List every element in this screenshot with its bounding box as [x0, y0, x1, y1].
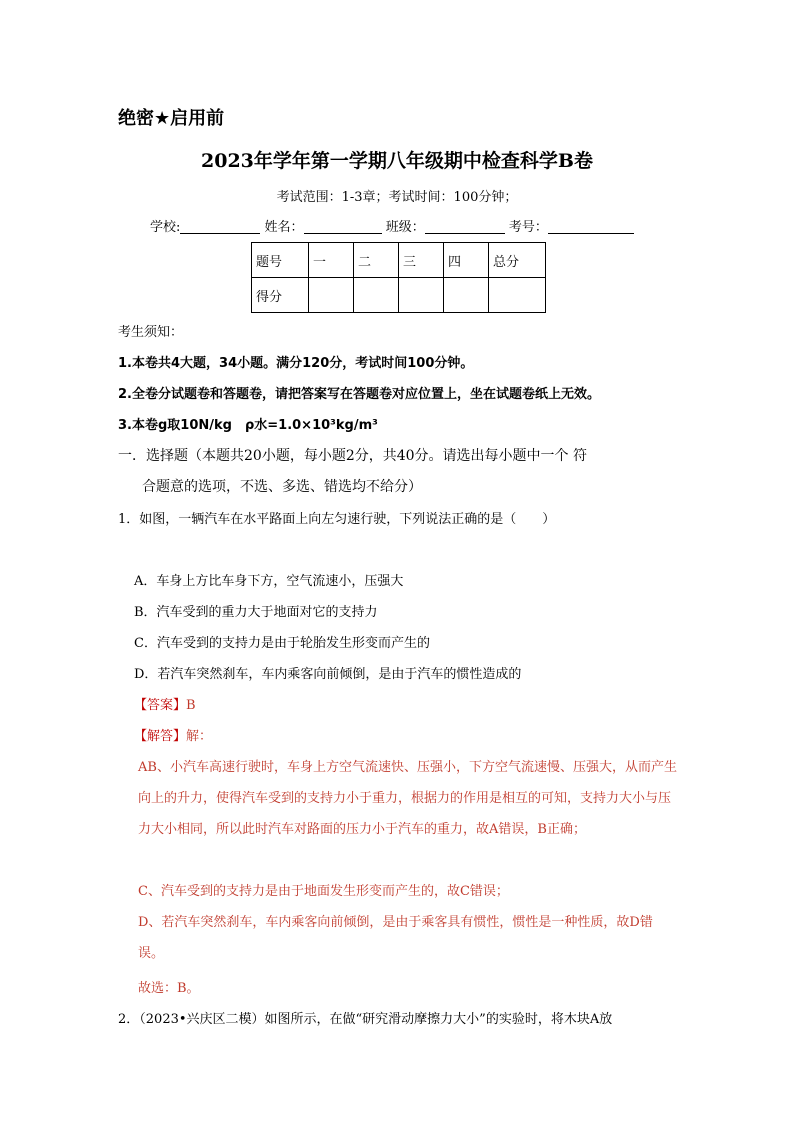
school-label: 学校: — [150, 220, 181, 235]
header-cell: 二 — [354, 243, 399, 278]
q2-stem: 2．（2023•兴庆区二模）如图所示，在做“研究滑动摩擦力大小”的实验时，将木块A放 — [118, 1012, 613, 1027]
class-label: 班级： — [385, 220, 425, 235]
score-cell — [489, 278, 546, 313]
score-cell — [309, 278, 354, 313]
q1-analysis-heading — [134, 725, 212, 744]
name-blank — [304, 219, 382, 234]
header-cell: 一 — [309, 243, 354, 278]
score-cell — [444, 278, 489, 313]
page-title: 2023年学年第一学期八年级期中检查科学B卷 — [201, 150, 593, 172]
notice-item-2: 2.全卷分试题卷和答题卷，请把答案写在答题卷对应位置上，坐在试题卷纸上无效。 — [118, 387, 600, 402]
student-info-row — [150, 216, 634, 235]
q1-answer — [134, 694, 196, 713]
answer-value: B — [186, 698, 196, 713]
q1-analysis-ab: AB、小汽车高速行驶时，车身上方空气流速快、压强小，下方空气流速慢、压强大，从而产生向上的升力，使得汽车受到的支持力小于重力，根据力的作用是相互的可知，支持力大小与压力大小相同，所以此时汽车对路面的压力小于汽车的重力，故A错误，B正确； — [138, 760, 677, 837]
q1-option-d: D．若汽车突然刹车，车内乘客向前倾倒，是由于汽车的惯性造成的 — [134, 667, 522, 682]
q1-analysis-c: C、汽车受到的支持力是由于地面发生形变而产生的，故C错误； — [138, 884, 509, 899]
analysis-tag: 【解答】 — [134, 729, 187, 744]
answer-tag: 【答案】 — [134, 698, 187, 713]
secret-label: 绝密★启用前 — [118, 108, 225, 129]
score-row-label: 得分 — [252, 278, 309, 313]
score-cell — [354, 278, 399, 313]
number-label: 考号： — [508, 220, 548, 235]
q1-option-a: A．车身上方比车身下方，空气流速小，压强大 — [134, 574, 404, 589]
q1-option-c: C．汽车受到的支持力是由于轮胎发生形变而产生的 — [134, 636, 430, 651]
notice-item-1: 1.本卷共4大题，34小题。满分120分，考试时间100分钟。 — [118, 356, 474, 371]
header-cell: 题号 — [252, 243, 309, 278]
q1-stem: 1．如图，一辆汽车在水平路面上向左匀速行驶，下列说法正确的是（ ） — [118, 512, 556, 527]
section1-heading: 一．选择题（本题共20小题，每小题2分，共40分。请选出每小题中一个 符 — [118, 448, 587, 464]
header-cell: 三 — [399, 243, 444, 278]
score-table-score-row — [252, 278, 546, 313]
analysis-suffix: 解： — [186, 729, 213, 744]
q1-choose: 故选：B。 — [138, 981, 200, 996]
number-blank — [548, 219, 634, 234]
score-table-header-row — [252, 243, 546, 278]
school-blank — [180, 219, 260, 234]
score-cell — [399, 278, 444, 313]
q1-analysis-d: D、若汽车突然刹车，车内乘客向前倾倒，是由于乘客具有惯性，惯性是一种性质，故D错误。 — [138, 915, 653, 961]
exam-subtitle: 考试范围：1-3章；考试时间：100分钟； — [276, 190, 518, 205]
name-label: 姓名： — [264, 220, 304, 235]
class-blank — [425, 219, 505, 234]
header-cell: 四 — [444, 243, 489, 278]
header-cell: 总分 — [489, 243, 546, 278]
score-table — [251, 242, 546, 313]
section1-heading-cont: 合题意的选项，不选、多选、错选均不给分） — [142, 479, 422, 495]
q1-option-b: B．汽车受到的重力大于地面对它的支持力 — [134, 605, 378, 620]
notice-item-3: 3.本卷g取10N/kg ρ水=1.0×10³kg/m³ — [118, 418, 378, 433]
notice-title: 考生须知： — [118, 325, 184, 340]
